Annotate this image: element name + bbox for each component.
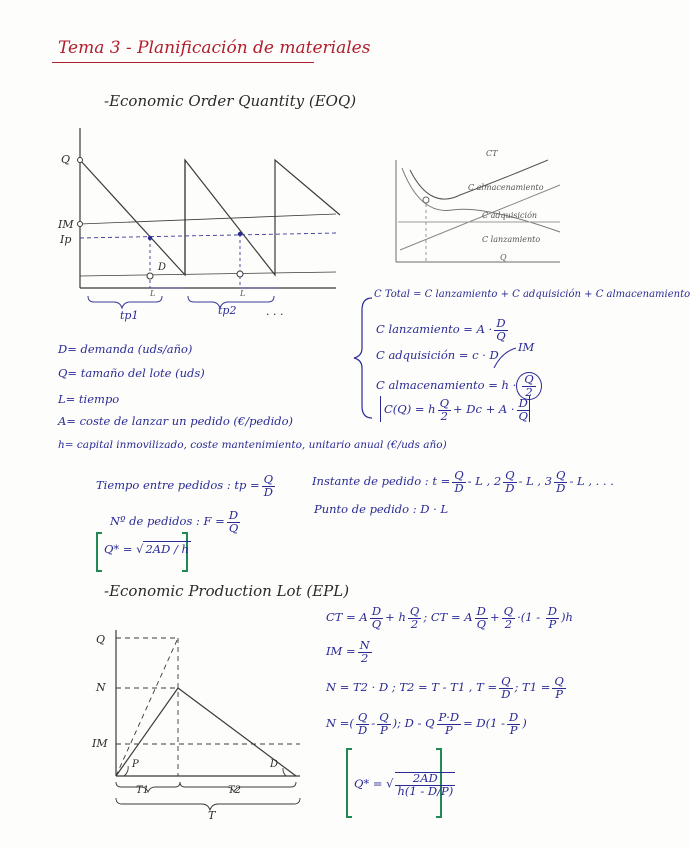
eoq-axis-im: IM — [58, 218, 74, 231]
epl-graph — [116, 630, 300, 810]
def-lanzar: A= coste de lanzar un pedido (€/pedido) — [58, 414, 294, 428]
epl-axis-p: P — [132, 759, 139, 770]
epl-axis-t: T — [208, 809, 216, 822]
epl-ct: CT = A $\frac{D}{Q}$ + h $\frac{Q}{2}$ ; CT = A $\frac{D}{Q}$ + $\frac{Q}{2}$ ·(1 - $\frac{D}{P}$ )h — [326, 604, 573, 631]
eoq-axis-q: Q — [61, 153, 71, 166]
epl-axis-d: D — [270, 759, 279, 770]
cost-adquisicion: C adquisición = c · D — [376, 348, 499, 362]
costs-brace — [354, 298, 372, 418]
eoq-axis-l2: L — [240, 289, 246, 298]
eoq-inventory-line — [80, 160, 340, 275]
eoq-axis-tp1: tp1 — [120, 309, 139, 322]
tiempo-pedidos: Tiempo entre pedidos : tp = $\frac{Q}{D}$ — [96, 472, 274, 499]
cost-label-almacenamiento: C almacenamiento — [468, 183, 544, 192]
eoq-ip-line — [80, 233, 336, 238]
epl-axis-t1: T1 — [136, 785, 150, 796]
epl-heading: -Economic Production Lot (EPL) — [104, 582, 350, 600]
cost-im-note: IM — [518, 340, 535, 354]
eoq-axis-dots: . . . — [266, 305, 284, 318]
epl-axis-n: N — [96, 681, 106, 694]
eoq-axis-l1: L — [150, 289, 156, 298]
cost-ctq: C(Q) = h $\frac{Q}{2}$ + Dc + A · $\frac{D}{Q}$ — [384, 396, 528, 423]
epl-axis-q: Q — [96, 633, 106, 646]
numero-pedidos: Nº de pedidos : F = $\frac{D}{Q}$ — [110, 508, 239, 535]
epl-inventory-line — [116, 688, 296, 776]
eoq-axis-ip: Ip — [60, 233, 72, 246]
eoq-qstar: Q* = √ 2AD / h — [104, 542, 189, 556]
epl-n2: N =( $\frac{Q}{D}$ - $\frac{Q}{P}$ ); D - Q $\frac{P\cdot D}{P}$ = D(1 - $\frac{D}{P}$ ) — [326, 710, 527, 737]
epl-im: IM = $\frac{N}{2}$ — [326, 638, 370, 665]
cost-label-lanzamiento: C lanzamiento — [482, 235, 541, 244]
epl-n: N = T2 · D ; T2 = T - T1 , T = $\frac{Q}{D}$ ; T1 = $\frac{Q}{P}$ — [326, 674, 564, 701]
epl-axis-t2: T2 — [228, 785, 242, 796]
def-tiempo: L= tiempo — [58, 392, 120, 406]
cost-label-q: Q — [500, 253, 507, 262]
def-demanda: D= demanda (uds/año) — [58, 342, 193, 356]
def-capital: h= capital inmovilizado, coste mantenimiento, unitario anual (€/uds año) — [58, 439, 447, 451]
cost-lanzamiento: C lanzamiento = A · $\frac{D}{Q}$ — [376, 316, 506, 343]
punto-pedido: Punto de pedido : D · L — [314, 502, 449, 516]
instante-pedido: Instante de pedido : t = $\frac{Q}{D}$ - L , 2 $\frac{Q}{D}$ - L , 3 $\frac{Q}{D}$ - L , . . . — [312, 468, 614, 495]
eoq-heading: -Economic Order Quantity (EOQ) — [104, 92, 357, 110]
page-title: Tema 3 - Planificación de materiales — [58, 38, 371, 58]
epl-qstar: Q* = √ $\frac{2AD}{h(1 - D/P)}$ — [354, 771, 454, 798]
cost-almacenamiento: C almacenamiento = h · $\frac{Q}{2}$ — [376, 372, 542, 400]
eoq-axis-tp2: tp2 — [218, 304, 237, 317]
eoq-axis-d: D — [158, 262, 167, 273]
def-lote: Q= tamaño del lote (uds) — [58, 366, 205, 380]
cost-label-adquisicion: C adquisición — [482, 211, 538, 220]
epl-axis-im: IM — [92, 737, 108, 750]
cost-label-ct: CT — [486, 149, 498, 158]
cost-total: C Total = C lanzamiento + C adquisición + C almacenamiento — [374, 289, 690, 300]
eoq-sawtooth-graph — [80, 128, 340, 308]
